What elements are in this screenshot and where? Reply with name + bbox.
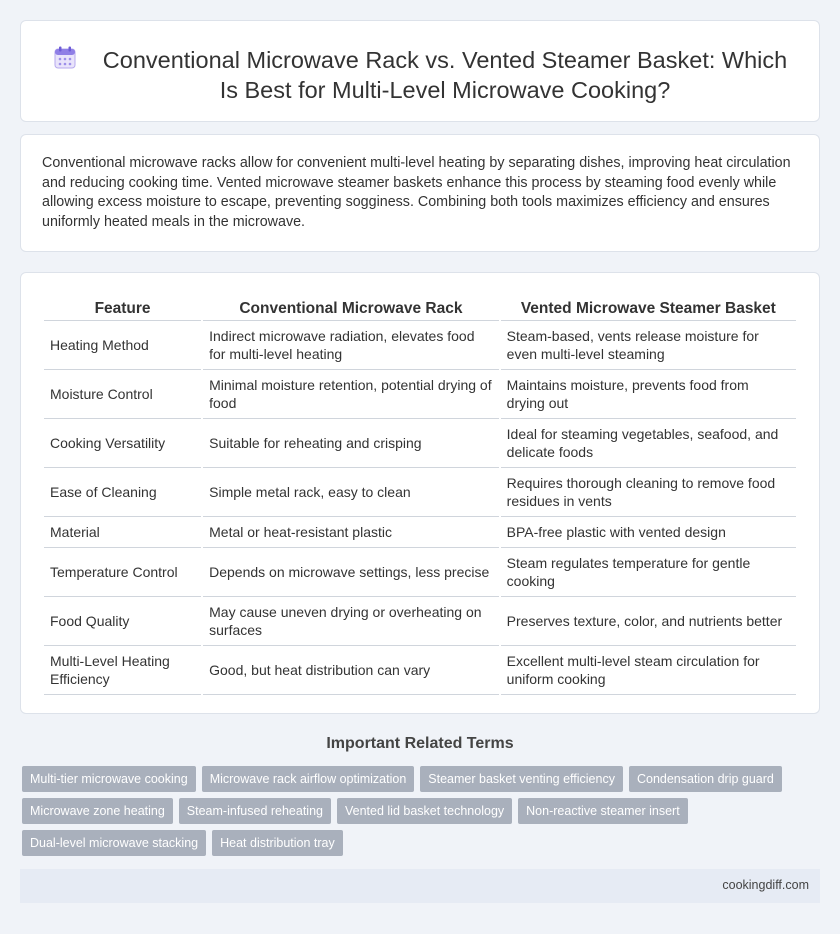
- basket-cell: BPA-free plastic with vented design: [501, 517, 796, 548]
- related-term-tag[interactable]: Steam-infused reheating: [179, 798, 331, 824]
- table-row: [44, 468, 796, 517]
- calendar-icon: [54, 46, 76, 70]
- feature-cell: Heating Method: [44, 321, 201, 370]
- table-row: [44, 517, 796, 548]
- related-terms-list: [22, 766, 802, 856]
- comparison-table-card: [20, 272, 820, 714]
- rack-cell: Metal or heat-resistant plastic: [203, 517, 499, 548]
- basket-cell: Steam-based, vents release moisture for even multi-level steaming: [501, 321, 796, 370]
- rack-cell: Depends on microwave settings, less precise: [203, 548, 499, 597]
- related-term-tag[interactable]: Condensation drip guard: [629, 766, 782, 792]
- related-term-tag[interactable]: Vented lid basket technology: [337, 798, 512, 824]
- rack-cell: Minimal moisture retention, potential drying of food: [203, 370, 499, 419]
- intro-card: [20, 134, 820, 252]
- feature-cell: Multi-Level Heating Efficiency: [44, 646, 201, 695]
- table-row: [44, 548, 796, 597]
- related-term-tag[interactable]: Non-reactive steamer insert: [518, 798, 688, 824]
- rack-cell: Indirect microwave radiation, elevates food for multi-level heating: [203, 321, 499, 370]
- header-microwave-rack: Conventional Microwave Rack: [203, 297, 499, 321]
- title-card: [20, 20, 820, 122]
- table-row: [44, 597, 796, 646]
- intro-paragraph: Conventional microwave racks allow for convenient multi-level heating by separating dishes, improving heat circulation and reducing cooking time. Vented microwave steamer baskets enhance this process by steaming food evenly while allowing excess moisture to escape, preventing sogginess. Combining both tools maximizes efficiency and ensures uniformly heated meals in the microwave.: [42, 155, 791, 230]
- related-term-tag[interactable]: Steamer basket venting efficiency: [420, 766, 623, 792]
- feature-cell: Ease of Cleaning: [44, 468, 201, 517]
- feature-cell: Material: [44, 517, 201, 548]
- related-term-tag[interactable]: Microwave rack airflow optimization: [202, 766, 415, 792]
- related-term-tag[interactable]: Heat distribution tray: [212, 830, 343, 856]
- basket-cell: Ideal for steaming vegetables, seafood, and delicate foods: [501, 419, 796, 468]
- table-row: [44, 370, 796, 419]
- rack-cell: Good, but heat distribution can vary: [203, 646, 499, 695]
- related-term-tag[interactable]: Dual-level microwave stacking: [22, 830, 206, 856]
- feature-cell: Food Quality: [44, 597, 201, 646]
- table-row: [44, 646, 796, 695]
- related-term-tag[interactable]: Microwave zone heating: [22, 798, 173, 824]
- basket-cell: Excellent multi-level steam circulation for uniform cooking: [501, 646, 796, 695]
- header-steamer-basket: Vented Microwave Steamer Basket: [501, 297, 796, 321]
- comparison-table: [42, 297, 798, 695]
- feature-cell: Cooking Versatility: [44, 419, 201, 468]
- basket-cell: Requires thorough cleaning to remove food residues in vents: [501, 468, 796, 517]
- feature-cell: Temperature Control: [44, 548, 201, 597]
- feature-cell: Moisture Control: [44, 370, 201, 419]
- footer: [20, 869, 820, 903]
- basket-cell: Steam regulates temperature for gentle cooking: [501, 548, 796, 597]
- footer-site-link[interactable]: cookingdiff.com: [722, 878, 809, 892]
- table-row: [44, 321, 796, 370]
- related-term-tag[interactable]: Multi-tier microwave cooking: [22, 766, 196, 792]
- table-header-row: [44, 297, 796, 321]
- rack-cell: Simple metal rack, easy to clean: [203, 468, 499, 517]
- basket-cell: Preserves texture, color, and nutrients better: [501, 597, 796, 646]
- rack-cell: May cause uneven drying or overheating on surfaces: [203, 597, 499, 646]
- basket-cell: Maintains moisture, prevents food from drying out: [501, 370, 796, 419]
- rack-cell: Suitable for reheating and crisping: [203, 419, 499, 468]
- table-row: [44, 419, 796, 468]
- page-title: Conventional Microwave Rack vs. Vented Steamer Basket: Which Is Best for Multi-Level Microwave Cooking?: [102, 47, 788, 103]
- related-terms-title: Important Related Terms: [326, 735, 514, 752]
- header-feature: Feature: [44, 297, 201, 321]
